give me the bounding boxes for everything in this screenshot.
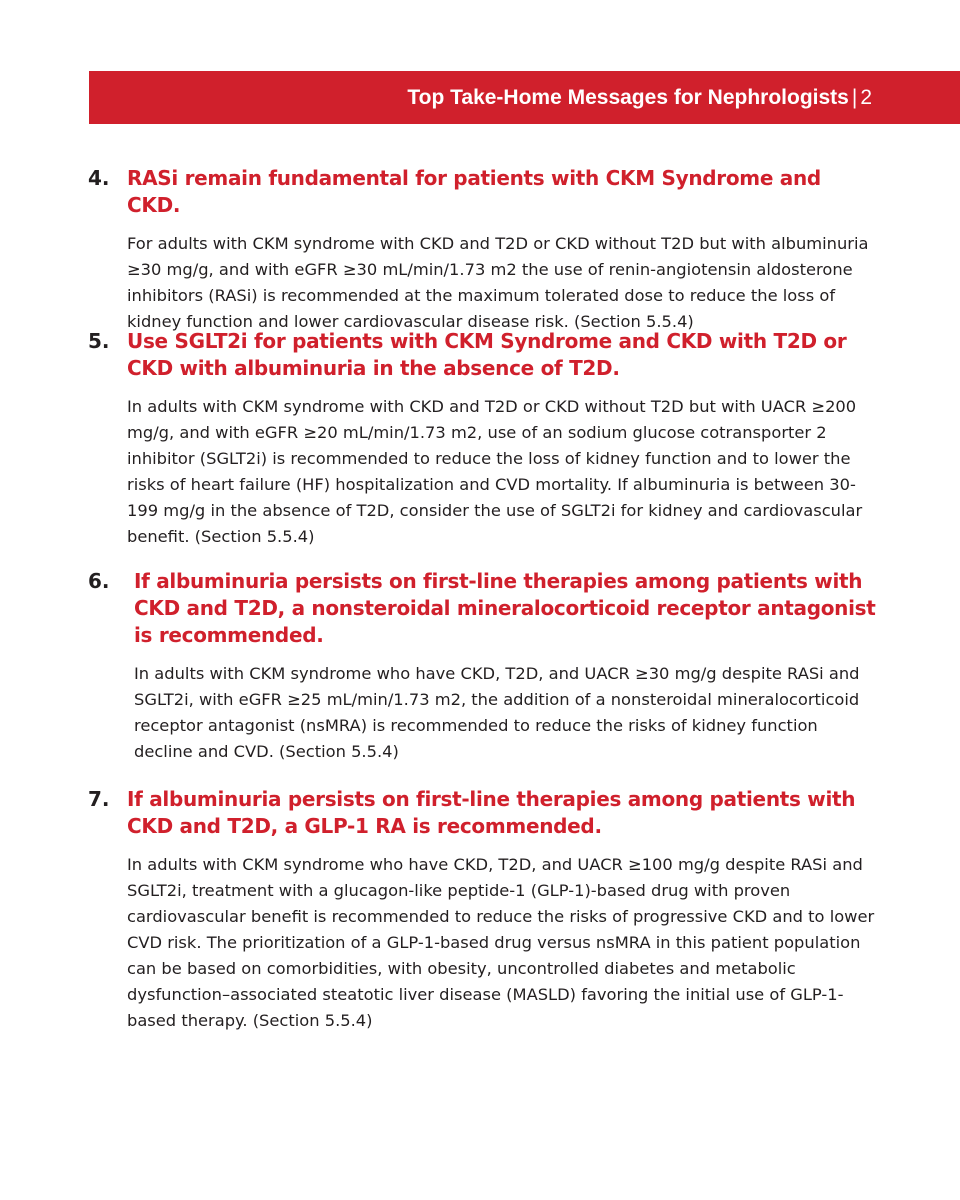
header-bar [89,71,960,124]
section-7 [88,786,880,1034]
section-number: 4. [88,166,110,190]
section-title: Use SGLT2i for patients with CKM Syndrome and CKD with T2D or CKD with albuminuria in the absence of T2D. [127,329,847,380]
page-number: 2 [860,86,872,109]
header-title-text: Top Take-Home Messages for Nephrologists [407,86,849,109]
section-body: In adults with CKM syndrome who have CKD, T2D, and UACR ≥30 mg/g despite RASi and SGLT2i, with eGFR ≥25 mL/min/1.73 m2, the addition of a nonsteroidal mineralocorticoid receptor antagonist (nsMRA) is recommended to reduce the risks of kidney function decline and CVD. (Section 5.5.4) [134,664,860,761]
section-body: In adults with CKM syndrome with CKD and T2D or CKD without T2D but with UACR ≥200 mg/g, and with eGFR ≥20 mL/min/1.73 m2, use of an sodium glucose cotransporter 2 inhibitor (SGLT2i) is recommended to reduce the loss of kidney function and to lower the risks of heart failure (HF) hospitalization and CVD mortality. If albuminuria is between 30-199 mg/g in the absence of T2D, consider the use of SGLT2i for kidney and cardiovascular benefit. (Section 5.5.4) [127,397,863,546]
section-number: 7. [88,787,110,811]
section-number: 6. [88,569,110,593]
section-5 [88,328,880,550]
section-number: 5. [88,329,110,353]
section-4 [88,165,880,335]
header-separator: | [851,86,858,109]
section-body: For adults with CKM syndrome with CKD and T2D or CKD without T2D but with albuminuria ≥30 mg/g, and with eGFR ≥30 mL/min/1.73 m2 the use of renin-angiotensin aldosterone inhibitors (RASi) is recommended at the maximum tolerated dose to reduce the loss of kidney function and lower cardiovascular disease risk. (Section 5.5.4) [127,234,869,331]
section-title: If albuminuria persists on first-line therapies among patients with CKD and T2D, a GLP-1 RA is recommended. [127,787,856,838]
section-title: If albuminuria persists on first-line therapies among patients with CKD and T2D, a nonsteroidal mineralocorticoid receptor antagonist is recommended. [134,569,876,647]
header-title [407,71,872,124]
section-body: In adults with CKM syndrome who have CKD, T2D, and UACR ≥100 mg/g despite RASi and SGLT2i, treatment with a glucagon-like peptide-1 (GLP-1)-based drug with proven cardiovascular benefit is recommended to reduce the risks of progressive CKD and to lower CVD risk. The prioritization of a GLP-1-based drug versus nsMRA in this patient population can be based on comorbidities, with obesity, uncontrolled diabetes and metabolic dysfunction–associated steatotic liver disease (MASLD) favoring the initial use of GLP-1-based therapy. (Section 5.5.4) [127,855,875,1030]
section-6 [88,568,880,765]
section-title: RASi remain fundamental for patients with CKM Syndrome and CKD. [127,166,821,217]
